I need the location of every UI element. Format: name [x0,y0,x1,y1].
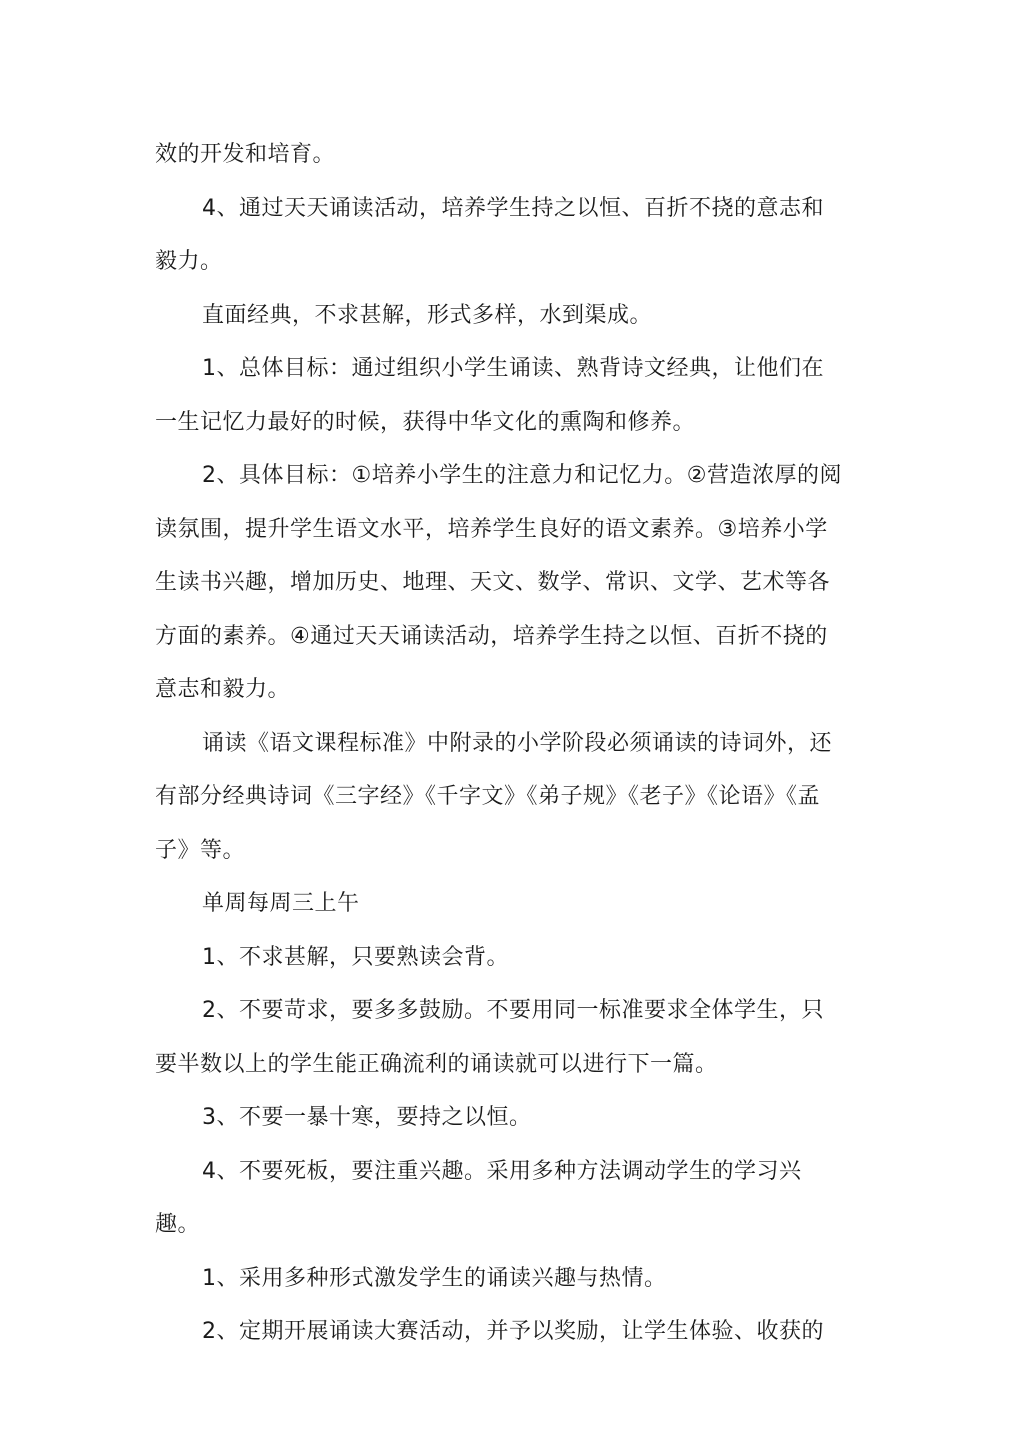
paragraph-2: 4、通过天天诵读活动，培养学生持之以恒、百折不挠的意志和毅力。 [155,195,824,274]
paragraph-10: 3、不要一暴十寒，要持之以恒。 [202,1105,532,1130]
paragraph-8: 1、不求甚解，只要熟读会背。 [202,944,509,970]
paragraph-9: 2、不要苛求，要多多鼓励。不要用同一标准要求全体学生，只要半数以上的学生能正确流利的诵读就可以进行下一篇。 [155,998,824,1077]
document-body [155,128,845,1359]
paragraph-12: 1、采用多种形式激发学生的诵读兴趣与热情。 [202,1265,667,1291]
paragraph-13: 2、定期开展诵读大赛活动，并予以奖励，让学生体验、收获的 [202,1319,824,1344]
paragraph-11: 4、不要死板，要注重兴趣。采用多种方法调动学生的学习兴趣。 [155,1158,802,1237]
paragraph-1: 效的开发和培育。 [155,142,336,167]
paragraph-4: 1、总体目标：通过组织小学生诵读、熟背诗文经典，让他们在一生记忆力最好的时候，获得中华文化的熏陶和修养。 [155,356,824,435]
paragraph-6: 诵读《语文课程标准》中附录的小学阶段必须诵读的诗词外，还有部分经典诗词《三字经》《千字文》《弟子规》《老子》《论语》《孟子》等。 [155,730,833,863]
paragraph-3: 直面经典，不求甚解，形式多样，水到渠成。 [202,302,653,328]
paragraph-5: 2、具体目标：①培养小学生的注意力和记忆力。②营造浓厚的阅读氛围，提升学生语文水平，培养学生良好的语文素养。③培养小学生读书兴趣，增加历史、地理、天文、数学、常识、文学、艺术等各方面的素养。④通过天天诵读活动，培养学生持之以恒、百折不挠的意志和毅力。 [155,463,842,702]
paragraph-7: 单周每周三上午 [202,891,360,916]
